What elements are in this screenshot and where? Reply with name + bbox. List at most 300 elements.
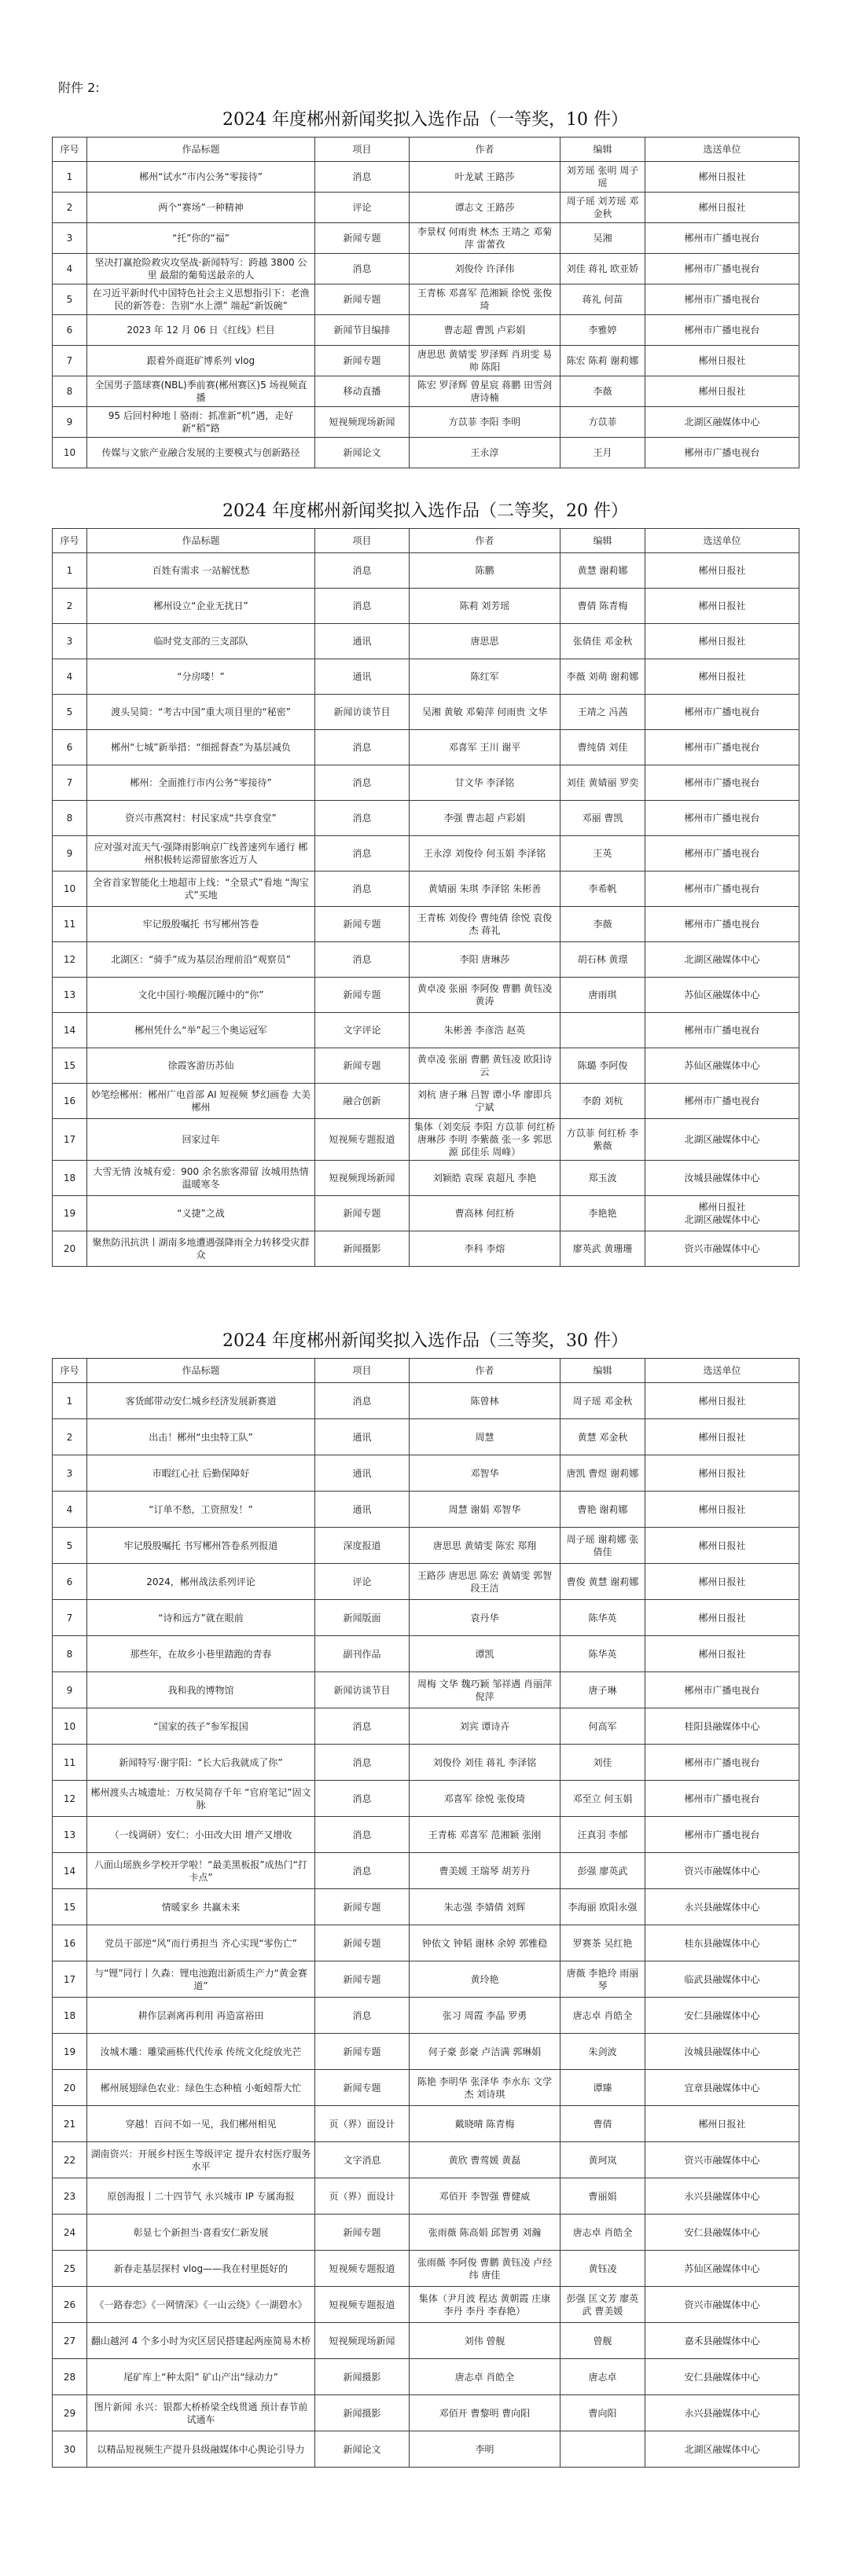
cell-author: 黄婧丽 朱琪 李泽铭 朱彬善 [410, 872, 560, 907]
table-row [53, 2215, 799, 2251]
cell-author: 黄卓凌 张丽 曹鹏 黄钰凌 欧阳诗云 [410, 1048, 560, 1084]
cell-editor: 周子瑶 谢莉娜 张倩佳 [560, 1528, 645, 1564]
cell-editor: 彭强 匡文芳 廖英武 曹美媛 [560, 2287, 645, 2323]
cell-title: 传媒与文旅产业融合发展的主要模式与创新路径 [87, 438, 315, 468]
cell-editor: 方苡菲 何红桥 李紫薇 [560, 1119, 645, 1161]
cell-category: 新闻论文 [315, 2431, 410, 2468]
cell-category: 新闻版面 [315, 1600, 410, 1636]
cell-author: 李景权 何雨贵 林杰 王靖之 邓菊萍 雷蕾孜 [410, 223, 560, 254]
cell-editor: 曹艳 谢莉娜 [560, 1492, 645, 1528]
cell-index: 6 [53, 730, 87, 765]
cell-author: 谭凯 [410, 1636, 560, 1672]
cell-unit: 苏仙区融媒体中心 [645, 2251, 799, 2287]
cell-category: 文字评论 [315, 1013, 410, 1048]
cell-index: 17 [53, 1961, 87, 1998]
cell-title: 新春走基层探村 vlog——我在村里挺好的 [87, 2251, 315, 2287]
cell-index: 7 [53, 1600, 87, 1636]
cell-unit: 郴州日报社 [645, 624, 799, 659]
cell-title: 聚焦防汛抗洪丨湖南多地遭遇强降雨全力转移受灾群众 [87, 1231, 315, 1267]
cell-category: 新闻摄影 [315, 2395, 410, 2431]
cell-author: 陈宏 罗泽辉 曾星宸 蒋鹏 田雪剑 唐诗楠 [410, 376, 560, 407]
cell-category: 通讯 [315, 1419, 410, 1455]
table-row [53, 1781, 799, 1817]
cell-unit: 安仁县融媒体中心 [645, 1998, 799, 2034]
cell-index: 11 [53, 1745, 87, 1781]
cell-author: 王青栋 邓喜军 范湘颖 张刚 [410, 1817, 560, 1853]
cell-index: 12 [53, 942, 87, 978]
cell-unit: 郴州日报社 [645, 1492, 799, 1528]
cell-title: 临时党支部的三支部队 [87, 624, 315, 659]
table-row [53, 1745, 799, 1781]
cell-editor: 李蔚 刘杭 [560, 1084, 645, 1119]
cell-unit: 安仁县融媒体中心 [645, 2215, 799, 2251]
cell-index: 16 [53, 1084, 87, 1119]
cell-unit: 郴州市广播电视台 [645, 1781, 799, 1817]
cell-author: 陈红军 [410, 659, 560, 695]
cell-unit: 郴州市广播电视台 [645, 438, 799, 468]
cell-unit: 苏仙区融媒体中心 [645, 978, 799, 1013]
cell-unit: 资兴市融媒体中心 [645, 1231, 799, 1267]
cell-title: 郴州渡头古城遗址：万枚吴简存千年 “官府笔记”固文脉 [87, 1781, 315, 1817]
cell-unit: 郴州市广播电视台 [645, 315, 799, 346]
cell-unit: 资兴市融媒体中心 [645, 2142, 799, 2178]
table-row [53, 2323, 799, 2359]
cell-editor: 唐凯 曹煜 谢莉娜 [560, 1455, 645, 1492]
cell-unit: 郴州市广播电视台 [645, 730, 799, 765]
cell-editor: 李希帆 [560, 872, 645, 907]
cell-unit: 汝城县融媒体中心 [645, 2034, 799, 2070]
cell-unit: 资兴市融媒体中心 [645, 2287, 799, 2323]
cell-category: 短视频现场新闻 [315, 407, 410, 438]
cell-unit: 临武县融媒体中心 [645, 1961, 799, 1998]
cell-unit: 郴州日报社 [645, 2106, 799, 2142]
cell-author: 刘宾 谭诗卉 [410, 1708, 560, 1745]
table-row [53, 2359, 799, 2395]
attachment-label: 附件 2: [58, 80, 100, 95]
cell-title: 我和我的博物馆 [87, 1672, 315, 1708]
cell-title: 徐霞客游历苏仙 [87, 1048, 315, 1084]
cell-editor: 李薇 刘萌 谢莉娜 [560, 659, 645, 695]
table-row [53, 1708, 799, 1745]
section-title-first-prize: 2024 年度郴州新闻奖拟入选作品（一等奖，10 件） [222, 110, 628, 130]
cell-category: 新闻专题 [315, 2070, 410, 2106]
cell-unit: 资兴市融媒体中心 [645, 1853, 799, 1889]
cell-editor: 朱剑波 [560, 2034, 645, 2070]
cell-author: 曹志超 曹凯 卢彩娟 [410, 315, 560, 346]
cell-title: 文化中国行·唤醒沉睡中的“你” [87, 978, 315, 1013]
cell-author: 邓喜军 徐悦 张俊琦 [410, 1781, 560, 1817]
table-row [53, 730, 799, 765]
cell-index: 4 [53, 659, 87, 695]
cell-category: 评论 [315, 1564, 410, 1600]
header-row [53, 138, 799, 162]
cell-unit: 郴州日报社 [645, 193, 799, 223]
cell-title: 耕作层剥离再利用 再造富裕田 [87, 1998, 315, 2034]
table-row [53, 346, 799, 376]
table-row [53, 438, 799, 468]
table-row [53, 978, 799, 1013]
table-row [53, 2251, 799, 2287]
cell-title: 2024，郴州战法系列评论 [87, 1564, 315, 1600]
cell-index: 20 [53, 2070, 87, 2106]
cell-title: 翻山越河 4 个多小时为灾区居民搭建起两座简易木桥 [87, 2323, 315, 2359]
cell-category: 消息 [315, 1998, 410, 2034]
cell-index: 6 [53, 315, 87, 346]
table-row [53, 1889, 799, 1925]
cell-category: 消息 [315, 1745, 410, 1781]
table-row [53, 907, 799, 942]
cell-unit: 郴州市广播电视台 [645, 872, 799, 907]
cell-title: 两个“赛场”一种精神 [87, 193, 315, 223]
cell-title: 大雪无情 汝城有爱：900 余名旅客滞留 汝城用热情温暖寒冬 [87, 1161, 315, 1196]
header-author: 作者 [410, 1359, 560, 1383]
cell-category: 通讯 [315, 1492, 410, 1528]
header-row [53, 529, 799, 553]
header-title: 作品标题 [87, 529, 315, 553]
cell-author: 王青栋 邓喜军 范湘颖 徐悦 张俊琦 [410, 284, 560, 315]
cell-title: 穿越！百问不如一见，我们郴州相见 [87, 2106, 315, 2142]
cell-category: 消息 [315, 765, 410, 801]
cell-index: 3 [53, 223, 87, 254]
cell-title: 郴州设立“企业无扰日” [87, 589, 315, 624]
cell-author: 张习 周霞 李晶 罗勇 [410, 1998, 560, 2034]
cell-author: 王路莎 唐思思 陈宏 黄婧雯 郭智 段王洁 [410, 1564, 560, 1600]
cell-category: 页（界）面设计 [315, 2178, 410, 2215]
cell-unit: 永兴县融媒体中心 [645, 2395, 799, 2431]
cell-editor: 陈华英 [560, 1600, 645, 1636]
cell-author: 刘杭 唐子琳 吕智 谭小华 廖即兵 宁斌 [410, 1084, 560, 1119]
table-row [53, 2106, 799, 2142]
cell-title: 郴州凭什么“举”起三个奥运冠军 [87, 1013, 315, 1048]
table-row [53, 407, 799, 438]
cell-title: “托”你的“福” [87, 223, 315, 254]
cell-index: 18 [53, 1998, 87, 2034]
table-row [53, 1817, 799, 1853]
cell-editor: 唐薇 李艳玲 雨丽琴 [560, 1961, 645, 1998]
cell-category: 通讯 [315, 659, 410, 695]
cell-title: 坚决打赢抢险救灾攻坚战·新闻特写：跨越 3800 公里 最甜的葡萄送最亲的人 [87, 254, 315, 284]
cell-index: 4 [53, 1492, 87, 1528]
cell-category: 新闻专题 [315, 284, 410, 315]
cell-index: 14 [53, 1013, 87, 1048]
table-row [53, 1672, 799, 1708]
cell-title: 郴州“试水”市内公务“零接待” [87, 162, 315, 193]
cell-author: 王永淳 [410, 438, 560, 468]
cell-index: 15 [53, 1889, 87, 1925]
cell-title: 95 后回村种地丨骆雨：抓准新“机”遇，走好新“稻”路 [87, 407, 315, 438]
table-body [53, 553, 799, 1267]
cell-editor: 刘芳瑶 张明 周子瑶 [560, 162, 645, 193]
table-row [53, 1998, 799, 2034]
cell-editor: 陈宏 陈莉 谢莉娜 [560, 346, 645, 376]
header-row [53, 1359, 799, 1383]
header-editor: 编辑 [560, 1359, 645, 1383]
cell-category: 新闻专题 [315, 2034, 410, 2070]
cell-author: 邓佰开 曹黎明 曹向阳 [410, 2395, 560, 2431]
cell-title: 客货邮带动安仁城乡经济发展新赛道 [87, 1383, 315, 1419]
cell-index: 6 [53, 1564, 87, 1600]
cell-index: 25 [53, 2251, 87, 2287]
cell-unit: 郴州日报社 [645, 1383, 799, 1419]
cell-editor: 周子瑶 刘芳瑶 邓金秋 [560, 193, 645, 223]
header-index: 序号 [53, 1359, 87, 1383]
cell-unit: 汝城县融媒体中心 [645, 1161, 799, 1196]
cell-index: 11 [53, 907, 87, 942]
table-row [53, 2287, 799, 2323]
table-row [53, 1196, 799, 1231]
cell-index: 7 [53, 765, 87, 801]
cell-category: 消息 [315, 1383, 410, 1419]
cell-category: 新闻摄影 [315, 1231, 410, 1267]
cell-category: 新闻专题 [315, 978, 410, 1013]
cell-category: 新闻专题 [315, 1048, 410, 1084]
header-unit: 选送单位 [645, 529, 799, 553]
cell-category: 新闻摄影 [315, 2359, 410, 2395]
cell-category: 新闻节目编排 [315, 315, 410, 346]
table-header [53, 529, 799, 553]
table-row [53, 1564, 799, 1600]
cell-editor: 李海丽 欧阳永强 [560, 1889, 645, 1925]
cell-author: 朱志强 李婧倩 刘辉 [410, 1889, 560, 1925]
cell-index: 8 [53, 376, 87, 407]
cell-editor: 曾舰 [560, 2323, 645, 2359]
cell-category: 新闻访谈节目 [315, 695, 410, 730]
table-row [53, 836, 799, 872]
cell-author: 陈莉 刘芳瑶 [410, 589, 560, 624]
cell-author: 刘伟 曾舰 [410, 2323, 560, 2359]
table-row [53, 315, 799, 346]
table-row [53, 1084, 799, 1119]
cell-title: 汝城木雕：雕梁画栋代代传承 传统文化绽放光芒 [87, 2034, 315, 2070]
cell-editor: 曹倩 陈青梅 [560, 589, 645, 624]
cell-index: 13 [53, 1817, 87, 1853]
cell-title: 牢记殷殷嘱托 书写郴州答卷系列报道 [87, 1528, 315, 1564]
cell-editor: 李艳艳 [560, 1196, 645, 1231]
cell-index: 2 [53, 1419, 87, 1455]
cell-author: 唐思思 [410, 624, 560, 659]
cell-editor: 蒋礼 何苗 [560, 284, 645, 315]
cell-editor: 曹丽娟 [560, 2178, 645, 2215]
cell-author: 王青栋 刘俊伶 曹纯倩 徐悦 袁俊杰 蒋礼 [410, 907, 560, 942]
cell-title: “诗和远方”就在眼前 [87, 1600, 315, 1636]
cell-author: 邓喜军 王川 谢平 [410, 730, 560, 765]
cell-author: 张雨薇 陈高娟 邱智勇 刘瀚 [410, 2215, 560, 2251]
cell-title: 图片新闻 永兴：银都大桥桥梁全线贯通 预计春节前试通车 [87, 2395, 315, 2431]
cell-author: 唐志卓 肖皓全 [410, 2359, 560, 2395]
cell-unit: 郴州日报社 [645, 1564, 799, 1600]
cell-author: 张雨薇 李阿俊 曹鹏 黄钰凌 卢经纬 唐佳 [410, 2251, 560, 2287]
cell-unit: 安仁县融媒体中心 [645, 2359, 799, 2395]
header-editor: 编辑 [560, 138, 645, 162]
cell-index: 1 [53, 1383, 87, 1419]
table-row [53, 1528, 799, 1564]
table-row [53, 1013, 799, 1048]
cell-unit: 永兴县融媒体中心 [645, 1889, 799, 1925]
cell-unit: 郴州日报社 [645, 1419, 799, 1455]
cell-category: 文字消息 [315, 2142, 410, 2178]
cell-unit: 郴州日报社 [645, 553, 799, 589]
table-row [53, 1455, 799, 1492]
cell-index: 24 [53, 2215, 87, 2251]
table-row [53, 1161, 799, 1196]
cell-title: 2023 年 12 月 06 日《红线》栏目 [87, 315, 315, 346]
table-row [53, 1636, 799, 1672]
cell-category: 通讯 [315, 624, 410, 659]
cell-title: 应对强对流天气·强降雨影响京广线普速列车通行 郴州积极转运滞留旅客近万人 [87, 836, 315, 872]
cell-index: 9 [53, 836, 87, 872]
table-row [53, 193, 799, 223]
cell-author: 袁丹华 [410, 1600, 560, 1636]
cell-index: 22 [53, 2142, 87, 2178]
table-row [53, 695, 799, 730]
cell-author: 周慧 [410, 1419, 560, 1455]
table-row [53, 1048, 799, 1084]
cell-unit: 郴州市广播电视台 [645, 1013, 799, 1048]
table-row [53, 659, 799, 695]
cell-editor: 何高军 [560, 1708, 645, 1745]
cell-unit: 宜章县融媒体中心 [645, 2070, 799, 2106]
cell-author: 戴晓晴 陈青梅 [410, 2106, 560, 2142]
cell-title: 郴州展翅绿色农业：绿色生态种植 小蚯蚓帮大忙 [87, 2070, 315, 2106]
cell-editor: 曹纯倩 刘佳 [560, 730, 645, 765]
cell-unit: 郴州市广播电视台 [645, 801, 799, 836]
cell-editor: 唐志卓 [560, 2359, 645, 2395]
section-title-third-prize: 2024 年度郴州新闻奖拟入选作品（三等奖，30 件） [222, 1331, 628, 1351]
cell-author: 李阳 唐琳莎 [410, 942, 560, 978]
cell-unit: 郴州日报社 [645, 1636, 799, 1672]
cell-category: 短视频现场新闻 [315, 1161, 410, 1196]
cell-unit: 郴州市广播电视台 [645, 695, 799, 730]
header-title: 作品标题 [87, 1359, 315, 1383]
cell-title: “国家的孩子”参军报国 [87, 1708, 315, 1745]
table-row [53, 376, 799, 407]
cell-category: 消息 [315, 730, 410, 765]
cell-unit: 郴州市广播电视台 [645, 284, 799, 315]
cell-title: （一线调研）安仁：小田改大田 增产又增收 [87, 1817, 315, 1853]
cell-category: 消息 [315, 801, 410, 836]
table-row [53, 162, 799, 193]
table-row [53, 1600, 799, 1636]
header-index: 序号 [53, 529, 87, 553]
header-unit: 选送单位 [645, 138, 799, 162]
cell-editor: 方苡菲 [560, 407, 645, 438]
cell-title: 《一路春恋》《一网情深》《一山云绕》《一湖碧水》 [87, 2287, 315, 2323]
cell-category: 新闻专题 [315, 1196, 410, 1231]
cell-editor: 唐志卓 肖皓全 [560, 2215, 645, 2251]
table-row [53, 1419, 799, 1455]
table-row [53, 553, 799, 589]
cell-unit: 郴州市广播电视台 [645, 836, 799, 872]
cell-editor: 陈璐 李阿俊 [560, 1048, 645, 1084]
cell-index: 5 [53, 695, 87, 730]
cell-title: 与“锂”同行丨久森：锂电池跑出新质生产力“黄金赛道” [87, 1961, 315, 1998]
table-row [53, 2034, 799, 2070]
cell-title: 那些年，在故乡小巷里踏跑的青春 [87, 1636, 315, 1672]
cell-author: 唐思思 黄婧雯 罗泽辉 肖玥雯 易帅 陈阳 [410, 346, 560, 376]
cell-unit: 郴州市广播电视台 [645, 1745, 799, 1781]
cell-index: 9 [53, 1672, 87, 1708]
cell-index: 3 [53, 624, 87, 659]
cell-editor: 陈华英 [560, 1636, 645, 1672]
cell-author: 钟依文 钟韬 谢林 余婷 郭雅稳 [410, 1925, 560, 1961]
cell-unit: 北湖区融媒体中心 [645, 2431, 799, 2468]
cell-index: 1 [53, 162, 87, 193]
table-row [53, 1119, 799, 1161]
cell-author: 王永淳 刘俊伶 何玉娟 李泽铭 [410, 836, 560, 872]
cell-index: 19 [53, 2034, 87, 2070]
cell-unit: 郴州市广播电视台 [645, 254, 799, 284]
cell-editor: 谭臻 [560, 2070, 645, 2106]
cell-title: 郴州：全面推行市内公务“零接待” [87, 765, 315, 801]
cell-index: 5 [53, 1528, 87, 1564]
cell-category: 短视频现场新闻 [315, 2323, 410, 2359]
cell-title: 北湖区：“骑手”成为基层治理前沿“观察员” [87, 942, 315, 978]
cell-title: “订单不愁，工资照发！” [87, 1492, 315, 1528]
header-title: 作品标题 [87, 138, 315, 162]
cell-editor: 刘佳 蒋礼 欧亚娇 [560, 254, 645, 284]
cell-category: 评论 [315, 193, 410, 223]
table-row [53, 942, 799, 978]
cell-category: 新闻专题 [315, 1889, 410, 1925]
cell-index: 29 [53, 2395, 87, 2431]
table-header [53, 1359, 799, 1383]
cell-category: 新闻专题 [315, 907, 410, 942]
cell-index: 9 [53, 407, 87, 438]
cell-index: 8 [53, 1636, 87, 1672]
cell-category: 短视频专题报道 [315, 1119, 410, 1161]
cell-editor: 彭强 廖英武 [560, 1853, 645, 1889]
cell-unit: 北湖区融媒体中心 [645, 942, 799, 978]
cell-unit: 郴州日报社 [645, 1455, 799, 1492]
cell-author: 叶龙斌 王路莎 [410, 162, 560, 193]
cell-author: 陈鹏 [410, 553, 560, 589]
cell-category: 消息 [315, 162, 410, 193]
cell-index: 28 [53, 2359, 87, 2395]
cell-author: 刘俊伶 许泽伟 [410, 254, 560, 284]
cell-index: 27 [53, 2323, 87, 2359]
cell-title: 新闻特写·谢宇阳：“长大后我就成了你” [87, 1745, 315, 1781]
cell-category: 副刊作品 [315, 1636, 410, 1672]
cell-index: 7 [53, 346, 87, 376]
cell-author: 甘文华 李泽铭 [410, 765, 560, 801]
table-row [53, 1383, 799, 1419]
cell-index: 2 [53, 589, 87, 624]
cell-author: 邓佰开 李智强 曹健威 [410, 2178, 560, 2215]
table-row [53, 2178, 799, 2215]
cell-category: 深度报道 [315, 1528, 410, 1564]
cell-category: 消息 [315, 1708, 410, 1745]
cell-editor: 曹倩 [560, 2106, 645, 2142]
cell-title: 回家过年 [87, 1119, 315, 1161]
header-category: 项目 [315, 1359, 410, 1383]
cell-author: 唐思思 黄婧雯 陈宏 郑翔 [410, 1528, 560, 1564]
cell-author: 刘颖皓 袁琛 袁超凡 李艳 [410, 1161, 560, 1196]
cell-index: 17 [53, 1119, 87, 1161]
cell-editor: 刘佳 黄婧丽 罗奕 [560, 765, 645, 801]
cell-category: 新闻专题 [315, 223, 410, 254]
cell-unit: 桂东县融媒体中心 [645, 1925, 799, 1961]
cell-title: 跟着外商逛矿博系列 vlog [87, 346, 315, 376]
table-row [53, 1853, 799, 1889]
table-body [53, 162, 799, 468]
cell-author: 黄欣 曹莺媛 黄磊 [410, 2142, 560, 2178]
cell-category: 短视频专题报道 [315, 2251, 410, 2287]
cell-category: 融合创新 [315, 1084, 410, 1119]
cell-editor: 刘佳 [560, 1745, 645, 1781]
cell-editor: 黄钰凌 [560, 2251, 645, 2287]
cell-category: 消息 [315, 589, 410, 624]
cell-index: 5 [53, 284, 87, 315]
